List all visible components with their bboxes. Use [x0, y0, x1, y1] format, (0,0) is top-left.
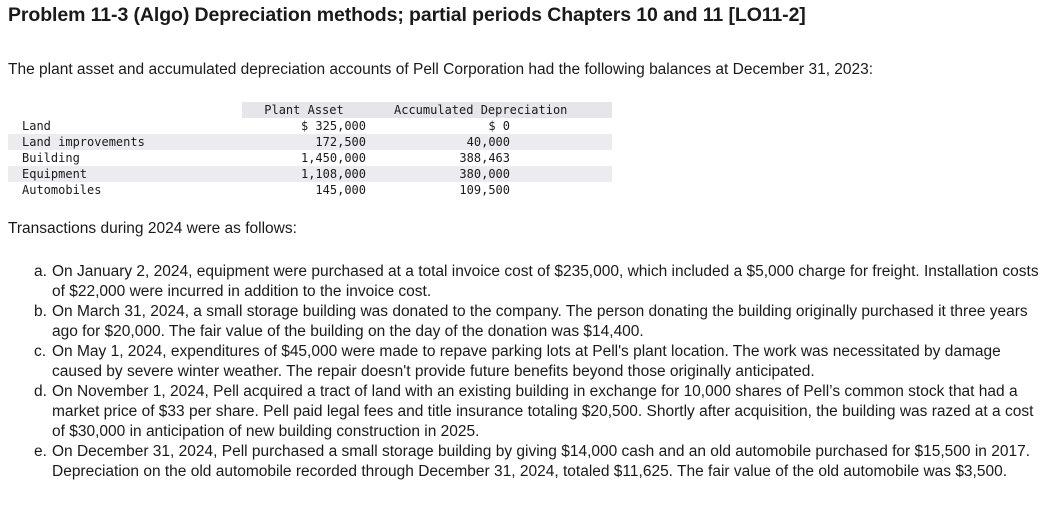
- row-label: Land improvements: [22, 135, 145, 149]
- row-accum-dep-cell: [374, 166, 612, 182]
- row-accum-dep: 380,000: [459, 167, 510, 181]
- item-letter: a.: [34, 263, 47, 280]
- item-text: On March 31, 2024, a small storage building was donated to the company. The person donating the building originally purchased it three years ago for $20,000. The fair value of the building on the day of the donation was $14,400.: [52, 303, 1028, 340]
- table-row: [8, 134, 612, 150]
- header-blank: [8, 102, 242, 118]
- item-letter: e.: [34, 443, 47, 460]
- row-label: Equipment: [22, 167, 88, 181]
- item-letter: d.: [34, 383, 47, 400]
- row-accum-dep-cell: [374, 150, 612, 166]
- item-text: On November 1, 2024, Pell acquired a tract of land with an existing building in exchange for 10,000 shares of Pell’s common stock that had a market price of $33 per share. Pell paid legal fees and title insurance totaling $20,500. Shortly after acquisition, the building was razed at a cost of $30,000 in anticipation of new building construction in 2025.: [52, 383, 1034, 440]
- table-row: [8, 166, 612, 182]
- row-accum-dep-cell: [374, 134, 612, 150]
- list-item: [34, 302, 1046, 342]
- balances-table: [8, 102, 612, 198]
- problem-title: Problem 11-3 (Algo) Depreciation methods; partial periods Chapters 10 and 11 [LO11-2]: [8, 4, 806, 26]
- row-plant-asset: $ 325,000: [300, 119, 366, 133]
- row-plant-asset: 172,500: [315, 135, 366, 149]
- item-letter: c.: [34, 343, 47, 360]
- transactions-list: [34, 262, 1046, 482]
- row-label: Building: [22, 151, 80, 165]
- list-item: [34, 342, 1046, 382]
- list-item: [34, 262, 1046, 302]
- table-row: [8, 118, 612, 134]
- row-accum-dep: $ 0: [488, 119, 510, 133]
- header-plant-asset: Plant Asset: [242, 102, 374, 118]
- row-label: Automobiles: [22, 183, 102, 197]
- header-accumulated-depreciation: Accumulated Depreciation: [374, 102, 612, 118]
- item-text: On December 31, 2024, Pell purchased a small storage building by giving $14,000 cash and an old automobile purchased for $15,500 in 2017. Depreciation on the old automobile recorded through December 31, 2024, totaled $11,625. The fair value of the old automobile was $3,500.: [52, 443, 1031, 480]
- table-row: [8, 150, 612, 166]
- row-plant-asset: 1,108,000: [300, 167, 366, 181]
- list-item: [34, 382, 1046, 442]
- row-label: Land: [22, 119, 51, 133]
- row-accum-dep: 388,463: [459, 151, 510, 165]
- item-text: On May 1, 2024, expenditures of $45,000 were made to repave parking lots at Pell's plant location. The work was necessitated by damage caused by severe winter weather. The repair doesn't provide future benefits beyond those originally anticipated.: [52, 343, 1001, 380]
- item-text: On January 2, 2024, equipment were purchased at a total invoice cost of $235,000, which included a $5,000 charge for freight. Installation costs of $22,000 were incurred in addition to the invoice cost.: [52, 263, 1039, 300]
- transactions-heading: Transactions during 2024 were as follows:: [8, 220, 297, 237]
- row-accum-dep: 40,000: [466, 135, 510, 149]
- row-accum-dep-cell: [374, 118, 612, 134]
- row-plant-asset: 145,000: [315, 183, 366, 197]
- intro-text: The plant asset and accumulated depreciation accounts of Pell Corporation had the following balances at December 31, 2023:: [8, 61, 874, 78]
- table-row: [8, 182, 612, 198]
- row-plant-asset: 1,450,000: [300, 151, 366, 165]
- table-header-row: [8, 102, 612, 118]
- row-accum-dep-cell: [374, 182, 612, 198]
- list-item: [34, 442, 1046, 482]
- row-accum-dep: 109,500: [459, 183, 510, 197]
- item-letter: b.: [34, 303, 47, 320]
